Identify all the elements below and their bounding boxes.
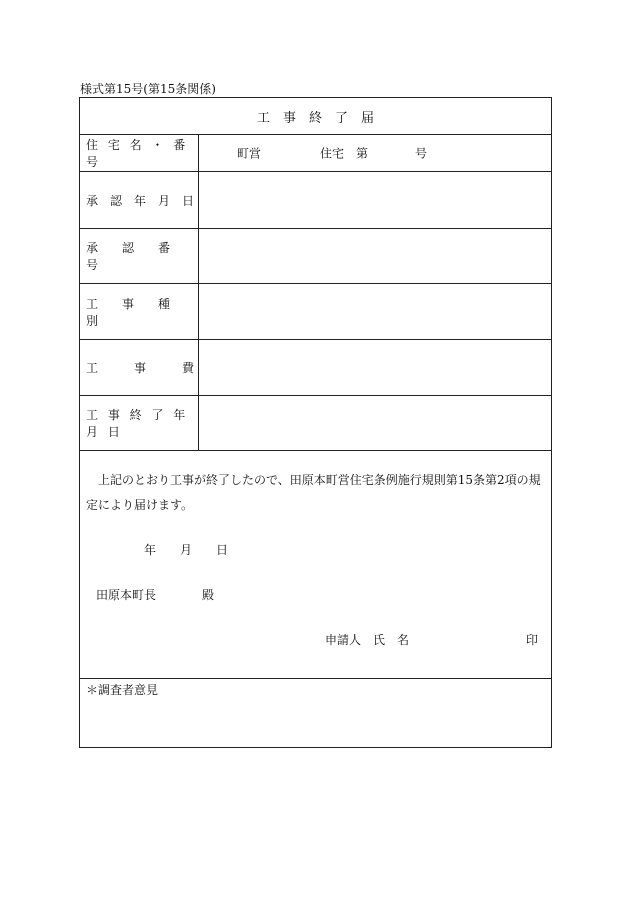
field-work-type[interactable]: [199, 284, 551, 339]
form-title: 工 事 終 了 届: [80, 98, 551, 135]
row-work-type: [80, 284, 551, 340]
label-approval-number: 承 認 番 号: [80, 229, 199, 283]
notification-form: [79, 97, 552, 748]
inspector-opinion-section[interactable]: [80, 678, 551, 747]
field-approval-date[interactable]: [199, 172, 551, 228]
housing-number-text: 住宅 第: [320, 146, 369, 161]
row-completion-date: [80, 396, 551, 451]
declaration-text: 上記のとおり工事が終了したので、田原本町営住宅条例施行規則第15条第2項の規定により届けます。: [86, 473, 541, 512]
submission-date[interactable]: 年 月 日: [144, 543, 229, 557]
form-number: 様式第15号(第15条関係): [80, 82, 216, 96]
field-housing-name[interactable]: [199, 135, 551, 171]
label-housing-name: 住 宅 名 ・ 番 号: [80, 135, 199, 171]
seal-mark: 印: [526, 633, 539, 647]
field-work-cost[interactable]: [199, 340, 551, 395]
declaration-section: [80, 451, 551, 679]
addressee: [96, 586, 214, 603]
housing-town-text: 町営: [237, 146, 262, 161]
label-work-type: 工 事 種 別: [80, 284, 199, 339]
field-approval-number[interactable]: [199, 229, 551, 283]
addressee-honorific: 殿: [202, 588, 215, 602]
addressee-name: 田原本町長: [96, 588, 157, 602]
row-approval-date: [80, 172, 551, 229]
housing-go-text: 号: [415, 146, 428, 161]
applicant-name-label[interactable]: 申請人 氏 名: [325, 633, 410, 647]
label-work-cost: 工 事 費: [80, 340, 199, 395]
field-completion-date[interactable]: [199, 396, 551, 450]
inspector-opinion-label: ＊調査者意見: [86, 683, 159, 697]
label-approval-date: 承 認 年 月 日: [80, 172, 199, 228]
label-completion-date: 工 事 終 了 年 月 日: [80, 396, 199, 450]
row-housing-name: [80, 135, 551, 172]
row-approval-number: [80, 229, 551, 284]
row-work-cost: [80, 340, 551, 396]
